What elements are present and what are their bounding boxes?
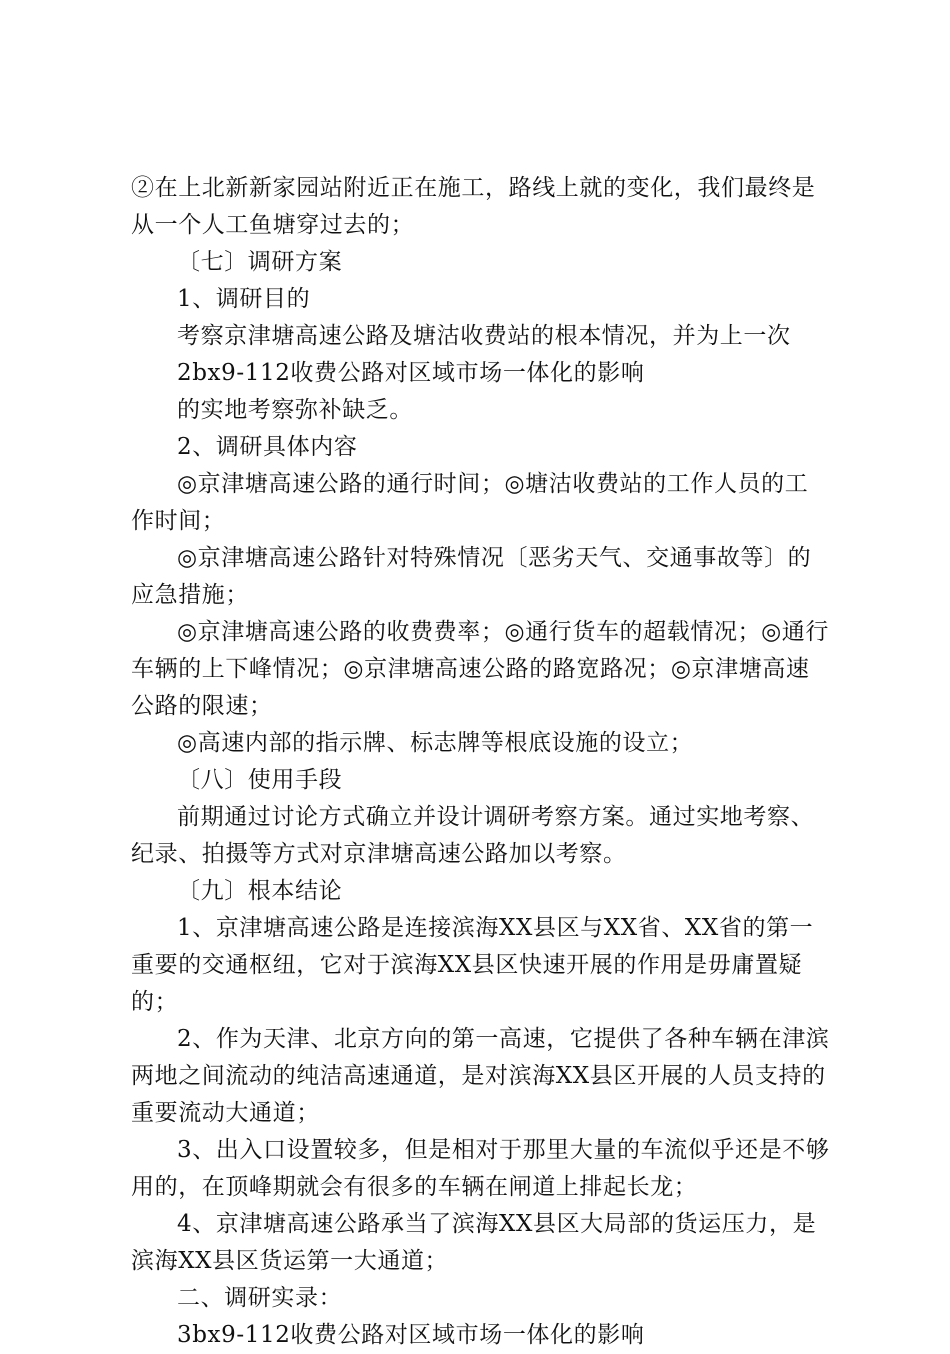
conclusion-item-4: 4、京津塘高速公路承当了滨海XX县区大局部的货运压力，是滨海XX县区货运第一大通道；: [131, 1211, 817, 1274]
page-footer-text: 2bx9-112收费公路对区域市场一体化的影响: [177, 360, 645, 386]
list-item-traffic-time: ◎京津塘高速公路的通行时间；◎塘沽收费站的工作人员的工作时间；: [131, 471, 809, 534]
subheading-research-content: 2、调研具体内容: [177, 434, 358, 460]
heading-research-record: 二、调研实录：: [177, 1285, 343, 1311]
heading-methods: 〔八〕使用手段: [177, 767, 343, 793]
page-footer-text-2: 3bx9-112收费公路对区域市场一体化的影响: [177, 1322, 645, 1348]
paragraph-purpose-text: 考察京津塘高速公路及塘沽收费站的根本情况，并为上一次: [177, 323, 791, 349]
conclusion-item-2: 2、作为天津、北京方向的第一高速，它提供了各种车辆在津滨两地之间流动的纯洁高速通道，是对滨海XX县区开展的人员支持的重要流动大通道；: [131, 1026, 830, 1126]
subheading-research-purpose: 1、调研目的: [177, 286, 311, 312]
document-body: [131, 170, 831, 1354]
paragraph-methods-text: 前期通过讨论方式确立并设计调研考察方案。通过实地考察、纪录、拍摄等方式对京津塘高速公路加以考察。: [131, 804, 815, 867]
conclusion-item-1: 1、京津塘高速公路是连接滨海XX县区与XX省、XX省的第一重要的交通枢纽，它对于滨海XX县区快速开展的作用是毋庸置疑的；: [131, 915, 814, 1015]
heading-research-plan: 〔七〕调研方案: [177, 249, 343, 275]
list-item-fees-and-conditions: ◎京津塘高速公路的收费费率；◎通行货车的超载情况；◎通行车辆的上下峰情况；◎京津塘高速公路的路宽路况；◎京津塘高速公路的限速；: [131, 619, 830, 719]
paragraph-purpose-continued: 的实地考察弥补缺乏。: [177, 397, 413, 423]
heading-conclusions: 〔九〕根本结论: [177, 878, 343, 904]
list-item-emergency-measures: ◎京津塘高速公路针对特殊情况〔恶劣天气、交通事故等〕的应急措施；: [131, 545, 812, 608]
paragraph-construction-note: ②在上北新新家园站附近正在施工，路线上就的变化，我们最终是从一个人工鱼塘穿过去的；: [131, 175, 816, 238]
list-item-signage: ◎高速内部的指示牌、标志牌等根底设施的设立；: [177, 730, 694, 756]
conclusion-item-3: 3、出入口设置较多，但是相对于那里大量的车流似乎还是不够用的，在顶峰期就会有很多的车辆在闸道上排起长龙；: [131, 1137, 830, 1200]
